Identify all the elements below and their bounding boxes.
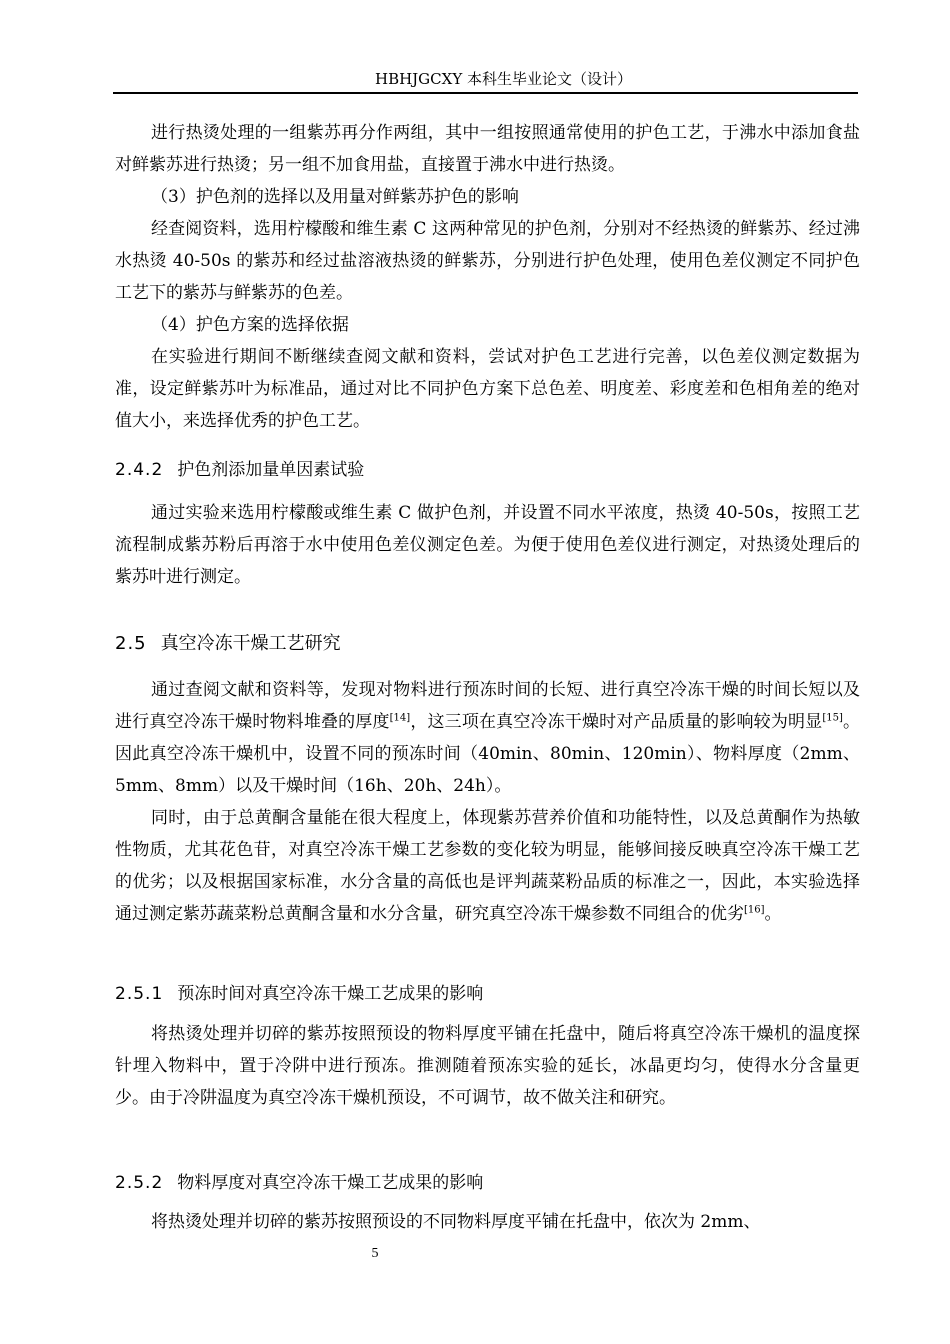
section-number: 2.5.1 <box>115 984 164 1004</box>
section-number: 2.5 <box>115 633 147 654</box>
list-item-4: （4）护色方案的选择依据 <box>151 315 349 335</box>
body-block-4 <box>115 1018 860 1114</box>
section-number: 2.5.2 <box>115 1173 164 1193</box>
paragraph: 经查阅资料，选用柠檬酸和维生素 C 这两种常见的护色剂，分别对不经热烫的鲜紫苏、经过沸水热烫 40-50s 的紫苏和经过盐溶液热烫的鲜紫苏，分别进行护色处理，使用色差仪测定不同护色工艺下的紫苏与鲜紫苏的色差。 <box>115 219 860 303</box>
section-title: 预冻时间对真空冷冻干燥工艺成果的影响 <box>177 984 484 1004</box>
citation: [14] <box>389 712 411 724</box>
paragraph: 通过查阅文献和资料等，发现对物料进行预冻时间的长短、进行真空冷冻干燥的时间长短以及进行真空冷冻干燥时物料堆叠的厚度[14]，这三项在真空冷冻干燥时对产品质量的影响较为明显[15]。因此真空冷冻干燥机中，设置不同的预冻时间（40min、80min、120min）、物料厚度（2mm、5mm、8mm）以及干燥时间（16h、20h、24h）。 <box>115 680 861 796</box>
section-number: 2.4.2 <box>115 460 164 480</box>
paragraph: 进行热烫处理的一组紫苏再分作两组，其中一组按照通常使用的护色工艺，于沸水中添加食盐对鲜紫苏进行热烫；另一组不加食用盐，直接置于沸水中进行热烫。 <box>115 123 860 175</box>
list-item-3: （3）护色剂的选择以及用量对鲜紫苏护色的影响 <box>151 187 519 207</box>
page-header <box>113 66 858 94</box>
section-title: 物料厚度对真空冷冻干燥工艺成果的影响 <box>177 1173 484 1193</box>
body-block-1 <box>115 117 860 437</box>
section-2-5-1-heading <box>115 978 860 1010</box>
section-2-5-heading <box>115 628 860 660</box>
page-number: 5 <box>371 1246 379 1261</box>
paragraph: 将热烫处理并切碎的紫苏按照预设的不同物料厚度平铺在托盘中，依次为 2mm、 <box>151 1212 761 1232</box>
paragraph: 同时，由于总黄酮含量能在很大程度上，体现紫苏营养价值和功能特性，以及总黄酮作为热敏性物质，尤其花色苷，对真空冷冻干燥工艺参数的变化较为明显，能够间接反映真空冷冻干燥工艺的优劣；以及根据国家标准，水分含量的高低也是评判蔬菜粉品质的标准之一，因此，本实验选择通过测定紫苏蔬菜粉总黄酮含量和水分含量，研究真空冷冻干燥参数不同组合的优劣[16]。 <box>115 808 860 924</box>
section-title: 护色剂添加量单因素试验 <box>177 460 365 480</box>
citation: [16] <box>744 904 765 916</box>
section-2-5-2-heading <box>115 1167 860 1199</box>
paragraph: 在实验进行期间不断继续查阅文献和资料，尝试对护色工艺进行完善，以色差仪测定数据为准，设定鲜紫苏叶为标准品，通过对比不同护色方案下总色差、明度差、彩度差和色相角差的绝对值大小，来选择优秀的护色工艺。 <box>115 347 860 431</box>
body-block-5 <box>115 1206 860 1238</box>
header-title: HBHJGCXY 本科生毕业论文（设计） <box>374 70 632 88</box>
paragraph: 将热烫处理并切碎的紫苏按照预设的物料厚度平铺在托盘中，随后将真空冷冻干燥机的温度探针埋入物料中，置于冷阱中进行预冻。推测随着预冻实验的延长，冰晶更均匀，使得水分含量更少。由于冷阱温度为真空冷冻干燥机预设，不可调节，故不做关注和研究。 <box>115 1024 860 1108</box>
paragraph: 通过实验来选用柠檬酸或维生素 C 做护色剂，并设置不同水平浓度，热烫 40-50s，按照工艺流程制成紫苏粉后再溶于水中使用色差仪测定色差。为便于使用色差仪进行测定，对热烫处理后的紫苏叶进行测定。 <box>115 503 860 587</box>
body-block-3 <box>115 674 860 930</box>
citation: [15] <box>822 712 843 724</box>
body-block-2 <box>115 497 860 593</box>
section-title: 真空冷冻干燥工艺研究 <box>160 633 341 654</box>
section-2-4-2-heading <box>115 454 860 486</box>
